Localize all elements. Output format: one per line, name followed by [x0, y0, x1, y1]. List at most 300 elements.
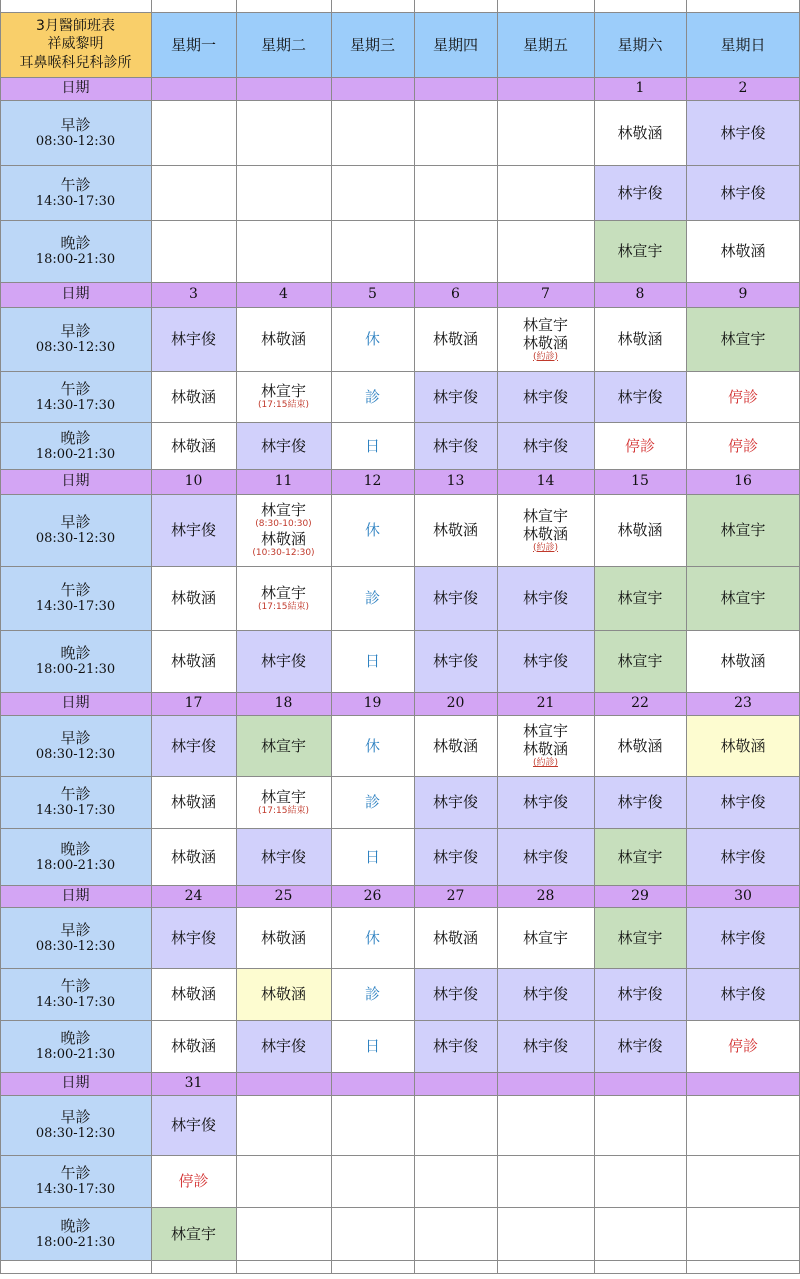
slot-name: 午診 [60, 379, 91, 398]
schedule-cell [686, 907, 800, 968]
doctor-name: 林宇俊 [432, 387, 478, 406]
doctor-name: 林宣宇 [617, 652, 663, 670]
grid-line-vertical [686, 0, 687, 1274]
closure-marker: 日 [364, 1037, 380, 1055]
schedule-cell [331, 907, 414, 968]
doctor-name: 林宇俊 [617, 183, 663, 202]
schedule-cell [594, 1095, 686, 1155]
grid-line-horizontal [0, 1020, 800, 1021]
doctor-name: 林宇俊 [260, 847, 306, 866]
closed-status: 停診 [727, 387, 758, 406]
schedule-cell [414, 220, 497, 282]
date-cell [497, 692, 594, 715]
slot-label-cell [0, 220, 151, 282]
grid-line-horizontal [0, 12, 800, 13]
doctor-name: 林敬涵 [522, 333, 568, 352]
schedule-cell [151, 1095, 236, 1155]
doctor-name: 林宣宇 [260, 382, 306, 401]
schedule-cell [414, 100, 497, 165]
schedule-cell [497, 715, 594, 776]
date-number: 2 [738, 80, 748, 97]
date-row-label [0, 469, 151, 494]
date-row-label [0, 1072, 151, 1095]
closure-marker: 日 [364, 847, 380, 866]
appointment-note: (17:15結束) [258, 601, 309, 612]
slot-name: 晚診 [60, 839, 91, 858]
doctor-name: 林宇俊 [617, 985, 663, 1003]
schedule-cell [594, 630, 686, 692]
date-number: 10 [184, 473, 203, 490]
slot-time: 14:30-17:30 [35, 1182, 116, 1198]
slot-name: 午診 [60, 785, 91, 804]
schedule-cell [151, 828, 236, 885]
schedule-cell [594, 165, 686, 220]
date-number: 22 [631, 695, 649, 712]
doctor-name: 林宇俊 [617, 793, 663, 811]
doctor-name: 林宣宇 [170, 1224, 216, 1243]
schedule-cell [497, 100, 594, 165]
slot-label-cell [0, 566, 151, 630]
doctor-name: 林敬涵 [617, 736, 663, 755]
schedule-cell [151, 165, 236, 220]
schedule-cell [497, 1020, 594, 1072]
schedule-cell [594, 494, 686, 566]
weekday-header [414, 12, 497, 77]
date-number: 30 [734, 887, 752, 904]
schedule-cell [236, 494, 331, 566]
schedule-cell [414, 165, 497, 220]
date-cell [414, 77, 497, 100]
date-cell [151, 1072, 236, 1095]
schedule-cell [236, 566, 331, 630]
grid-line-vertical [236, 0, 237, 1274]
grid-line-horizontal [0, 494, 800, 495]
doctor-name: 林宇俊 [720, 793, 766, 811]
schedule-cell [414, 307, 497, 371]
schedule-cell [236, 307, 331, 371]
slot-label-cell [0, 968, 151, 1020]
doctor-name: 林敬涵 [170, 387, 216, 406]
weekday-header [594, 12, 686, 77]
slot-time: 14:30-17:30 [35, 193, 116, 209]
slot-label-cell [0, 1020, 151, 1072]
schedule-cell [414, 371, 497, 422]
date-row-label [0, 692, 151, 715]
doctor-name: 林宇俊 [432, 793, 478, 811]
schedule-cell [151, 968, 236, 1020]
doctor-name: 林敬涵 [720, 736, 766, 755]
grid-line-horizontal [0, 828, 800, 829]
doctor-name: 林敬涵 [170, 589, 216, 607]
schedule-cell [686, 307, 800, 371]
doctor-name: 林宇俊 [522, 985, 568, 1003]
schedule-cell [151, 630, 236, 692]
date-label: 日期 [61, 1075, 90, 1092]
slot-name: 午診 [60, 581, 91, 600]
date-cell [151, 469, 236, 494]
slot-time: 18:00-21:30 [35, 662, 116, 678]
doctor-name: 林敬涵 [260, 928, 306, 947]
closure-marker: 診 [364, 589, 380, 607]
date-cell [686, 469, 800, 494]
date-row-label [0, 885, 151, 907]
doctor-name: 林宇俊 [522, 436, 568, 455]
appointment-note: (17:15結束) [258, 805, 309, 816]
date-number: 21 [536, 695, 555, 712]
closed-status: 停診 [178, 1172, 209, 1190]
date-cell [414, 885, 497, 907]
date-number: 13 [446, 473, 465, 490]
time-note: (10:30-12:30) [252, 548, 315, 558]
schedule-cell [151, 100, 236, 165]
grid-line-horizontal [0, 100, 800, 101]
schedule-cell [331, 1020, 414, 1072]
date-cell [497, 282, 594, 307]
schedule-cell [686, 968, 800, 1020]
clinic-title-line: 祥威黎明 [47, 36, 104, 53]
doctor-name: 林宣宇 [522, 315, 568, 334]
date-number: 26 [363, 887, 382, 904]
schedule-cell [151, 422, 236, 469]
grid-line-horizontal [0, 566, 800, 567]
doctor-name: 林宇俊 [260, 1037, 306, 1055]
date-number: 17 [184, 695, 203, 712]
doctor-name: 林宣宇 [720, 330, 766, 348]
grid-line-horizontal [0, 968, 800, 969]
schedule-cell [686, 1155, 800, 1207]
grid-line-vertical [331, 0, 332, 1274]
doctor-name: 林宇俊 [522, 387, 568, 406]
slot-name: 午診 [60, 1164, 91, 1183]
weekday-header [236, 12, 331, 77]
date-cell [686, 692, 800, 715]
slot-label-cell [0, 371, 151, 422]
date-cell [151, 692, 236, 715]
date-cell [151, 77, 236, 100]
schedule-cell [594, 776, 686, 828]
schedule-cell [331, 1155, 414, 1207]
doctor-name: 林宣宇 [617, 242, 663, 260]
doctor-name: 林宇俊 [720, 123, 766, 142]
schedule-cell [414, 715, 497, 776]
slot-name: 早診 [60, 728, 91, 747]
grid-line-horizontal [0, 1095, 800, 1096]
closed-status: 停診 [727, 1037, 758, 1055]
weekday-header [686, 12, 800, 77]
doctor-name: 林敬涵 [260, 530, 306, 548]
closed-status: 停診 [624, 436, 655, 455]
date-cell [236, 77, 331, 100]
closure-marker: 診 [364, 793, 380, 811]
date-number: 4 [279, 286, 288, 303]
schedule-cell [686, 566, 800, 630]
doctor-name: 林宣宇 [617, 589, 663, 607]
date-cell [686, 77, 800, 100]
grid-line-horizontal [0, 1072, 800, 1073]
doctor-name: 林宇俊 [720, 183, 766, 202]
schedule-cell [594, 1207, 686, 1260]
date-number: 18 [274, 695, 293, 712]
schedule-cell [414, 1155, 497, 1207]
doctor-name: 林宇俊 [260, 436, 306, 455]
schedule-cell [497, 1095, 594, 1155]
grid-line-vertical [497, 0, 498, 1274]
date-label: 日期 [61, 286, 90, 303]
slot-name: 早診 [60, 513, 91, 532]
date-cell [414, 469, 497, 494]
doctor-name: 林宇俊 [432, 652, 478, 670]
slot-time: 08:30-12:30 [35, 938, 116, 954]
grid-line-horizontal [0, 885, 800, 886]
schedule-cell [594, 220, 686, 282]
date-number: 1 [635, 80, 645, 97]
doctor-name: 林宣宇 [260, 736, 306, 755]
doctor-name: 林敬涵 [617, 123, 663, 142]
schedule-cell [594, 715, 686, 776]
doctor-name: 林敬涵 [260, 985, 306, 1003]
schedule-cell [414, 1020, 497, 1072]
weekday-header [497, 12, 594, 77]
doctor-name: 林宣宇 [522, 722, 568, 741]
schedule-cell [151, 1020, 236, 1072]
date-cell [331, 282, 414, 307]
schedule-cell [686, 776, 800, 828]
schedule-cell [686, 1095, 800, 1155]
slot-time: 08:30-12:30 [35, 1126, 116, 1142]
date-cell [497, 77, 594, 100]
date-number: 31 [184, 1075, 203, 1092]
date-row-label [0, 77, 151, 100]
schedule-cell [497, 907, 594, 968]
slot-label-cell [0, 1095, 151, 1155]
grid-line-horizontal [0, 1260, 800, 1261]
weekday-label: 星期六 [617, 35, 663, 54]
slot-name: 早診 [60, 322, 91, 341]
weekday-label: 星期二 [260, 35, 306, 54]
schedule-cell [414, 630, 497, 692]
doctor-name: 林宇俊 [617, 1037, 663, 1055]
grid-line-horizontal [0, 77, 800, 78]
date-number: 15 [631, 473, 649, 490]
date-cell [686, 1072, 800, 1095]
grid-line-vertical [414, 0, 415, 1274]
schedule-cell [151, 1207, 236, 1260]
schedule-cell [686, 100, 800, 165]
grid-line-horizontal [0, 1155, 800, 1156]
doctor-name: 林宇俊 [720, 928, 766, 947]
grid-line-horizontal [0, 371, 800, 372]
slot-time: 18:00-21:30 [35, 446, 116, 462]
schedule-cell [686, 630, 800, 692]
schedule-cell [594, 828, 686, 885]
slot-time: 18:00-21:30 [35, 1047, 116, 1063]
date-number: 16 [734, 473, 752, 490]
slot-name: 晚診 [60, 428, 91, 447]
grid-line-horizontal [0, 165, 800, 166]
slot-name: 早診 [60, 1108, 91, 1127]
schedule-cell [594, 907, 686, 968]
schedule-cell [497, 1155, 594, 1207]
grid-line-horizontal [0, 307, 800, 308]
schedule-cell [594, 566, 686, 630]
grid-line-horizontal [0, 630, 800, 631]
appointment-note: (約診) [532, 758, 559, 769]
closed-status: 停診 [727, 436, 758, 455]
date-cell [236, 692, 331, 715]
doctor-name: 林敬涵 [432, 521, 478, 539]
doctor-name: 林宣宇 [617, 928, 663, 947]
date-cell [594, 469, 686, 494]
date-label: 日期 [61, 473, 90, 490]
slot-name: 晚診 [60, 1216, 91, 1235]
date-cell [151, 282, 236, 307]
slot-time: 08:30-12:30 [35, 340, 116, 356]
date-number: 25 [274, 887, 293, 904]
slot-time: 08:30-12:30 [35, 133, 116, 149]
doctor-name: 林宇俊 [617, 387, 663, 406]
schedule-cell [151, 907, 236, 968]
date-number: 9 [738, 286, 748, 303]
weekday-label: 星期三 [349, 35, 395, 54]
date-row-label [0, 282, 151, 307]
doctor-name: 林宣宇 [260, 501, 306, 520]
date-cell [236, 282, 331, 307]
doctor-name: 林敬涵 [617, 330, 663, 348]
schedule-cell [331, 307, 414, 371]
schedule-cell [331, 566, 414, 630]
schedule-cell [236, 968, 331, 1020]
date-cell [497, 1072, 594, 1095]
schedule-cell [151, 307, 236, 371]
schedule-cell [686, 715, 800, 776]
schedule-cell [236, 776, 331, 828]
doctor-name: 林宇俊 [522, 847, 568, 866]
date-number: 11 [274, 473, 293, 490]
schedule-cell [236, 165, 331, 220]
schedule-cell [414, 494, 497, 566]
date-cell [331, 77, 414, 100]
schedule-cell [151, 371, 236, 422]
slot-label-cell [0, 630, 151, 692]
schedule-cell [331, 494, 414, 566]
schedule-cell [686, 422, 800, 469]
date-number: 7 [541, 286, 550, 303]
date-cell [414, 282, 497, 307]
closure-marker: 休 [364, 736, 380, 755]
schedule-cell [594, 1020, 686, 1072]
date-cell [414, 692, 497, 715]
slot-time: 08:30-12:30 [35, 746, 116, 762]
schedule-cell [151, 715, 236, 776]
slot-name: 午診 [60, 977, 91, 996]
schedule-cell [686, 1207, 800, 1260]
schedule-cell [331, 715, 414, 776]
slot-name: 晚診 [60, 1029, 91, 1048]
clinic-title-line: 3月醫師班表 [36, 18, 115, 35]
date-cell [331, 1072, 414, 1095]
schedule-cell [594, 371, 686, 422]
doctor-name: 林宇俊 [170, 521, 216, 539]
time-note: (8:30-10:30) [255, 519, 312, 530]
date-cell [686, 885, 800, 907]
date-cell [497, 469, 594, 494]
schedule-cell [497, 968, 594, 1020]
slot-time: 18:00-21:30 [35, 252, 116, 268]
date-number: 5 [368, 286, 377, 303]
doctor-name: 林敬涵 [522, 524, 568, 543]
appointment-note: (17:15結束) [258, 400, 309, 411]
date-cell [594, 77, 686, 100]
schedule-cell [414, 828, 497, 885]
schedule-cell [236, 907, 331, 968]
appointment-note: (約診) [532, 351, 559, 362]
date-number: 29 [631, 887, 649, 904]
closure-marker: 日 [364, 436, 380, 455]
weekday-label: 星期四 [432, 35, 478, 54]
schedule-cell [497, 566, 594, 630]
schedule-cell [414, 566, 497, 630]
schedule-cell [497, 494, 594, 566]
doctor-name: 林敬涵 [720, 652, 766, 670]
date-number: 19 [363, 695, 382, 712]
grid-line-horizontal [0, 715, 800, 716]
doctor-name: 林宇俊 [432, 847, 478, 866]
doctor-name: 林宇俊 [170, 736, 216, 755]
date-number: 28 [536, 887, 555, 904]
doctor-name: 林宇俊 [432, 589, 478, 607]
doctor-name: 林宣宇 [720, 589, 766, 607]
doctor-name: 林宇俊 [432, 985, 478, 1003]
doctor-name: 林敬涵 [170, 436, 216, 455]
grid-line-vertical [0, 0, 1, 1274]
slot-time: 14:30-17:30 [35, 803, 116, 819]
slot-name: 晚診 [60, 644, 91, 663]
schedule-cell [331, 968, 414, 1020]
doctor-name: 林宣宇 [260, 787, 306, 806]
schedule-cell [594, 1155, 686, 1207]
date-cell [236, 469, 331, 494]
schedule-cell [151, 220, 236, 282]
schedule-cell [497, 828, 594, 885]
date-cell [236, 1072, 331, 1095]
date-cell [686, 282, 800, 307]
slot-label-cell [0, 1155, 151, 1207]
date-cell [331, 692, 414, 715]
grid-line-vertical [594, 0, 595, 1274]
grid-line-horizontal [0, 1273, 800, 1274]
closure-marker: 休 [364, 928, 380, 947]
grid-line-vertical [151, 0, 152, 1274]
slot-name: 早診 [60, 920, 91, 939]
schedule-cell [236, 1095, 331, 1155]
date-number: 14 [536, 473, 555, 490]
clinic-title-cell [0, 12, 151, 77]
appointment-note: (約診) [532, 542, 559, 553]
closure-marker: 休 [364, 521, 380, 539]
doctor-name: 林敬涵 [617, 521, 663, 539]
doctor-name: 林宣宇 [522, 928, 568, 947]
slot-name: 早診 [60, 115, 91, 134]
schedule-cell [497, 307, 594, 371]
schedule-cell [236, 100, 331, 165]
schedule-cell [414, 1095, 497, 1155]
doctor-name: 林敬涵 [170, 1037, 216, 1055]
doctor-name: 林宇俊 [170, 330, 216, 348]
grid-line-horizontal [0, 692, 800, 693]
schedule-cell [151, 1155, 236, 1207]
doctor-name: 林宣宇 [522, 506, 568, 525]
date-number: 23 [734, 695, 752, 712]
